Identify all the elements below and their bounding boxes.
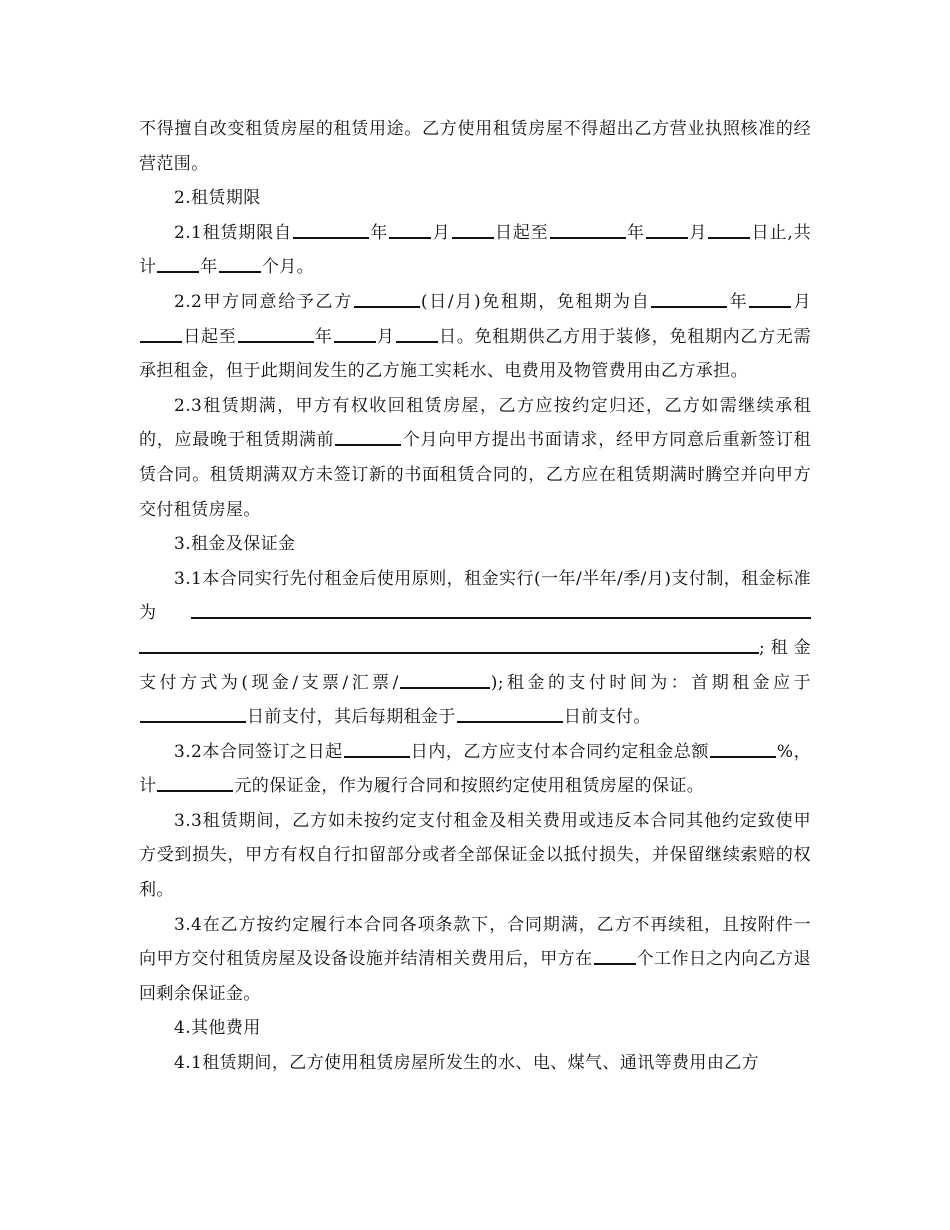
clause-2-3 [139, 389, 811, 527]
blank-field[interactable] [344, 742, 410, 758]
text: %，计 [139, 741, 811, 797]
blank-field-rent-standard-cont[interactable] [139, 638, 759, 654]
clause-2-2 [139, 285, 811, 389]
text: (日/月)免租期，免租期为自 [420, 291, 651, 312]
text: 个月向甲方提出书面请求，经甲方同意后重新签订租赁合同。租赁期满双方未签订新的书面租赁合同的，乙方应在租赁期满时腾空并向甲方交付租赁房屋。 [139, 430, 812, 520]
text: 日前支付，其后每期租金于 [247, 707, 456, 728]
blank-field[interactable] [354, 292, 420, 308]
blank-field[interactable] [157, 257, 199, 273]
text: 年 [626, 222, 645, 243]
text: 2.3租赁期满，甲方有权收回租赁房屋，乙方应按约定归还，乙方如需继续承租的，应最晚于租赁期满前 [139, 395, 811, 451]
heading-text: 3.租金及保证金 [174, 534, 296, 555]
section-heading-lease-term [139, 181, 811, 216]
text: 月 [792, 291, 812, 312]
text: 日前支付。 [563, 707, 651, 728]
clause-3-1 [139, 562, 811, 735]
blank-field[interactable] [157, 776, 233, 792]
blank-field[interactable] [238, 327, 314, 343]
text: );租金的支付时间为：首期租金应于 [490, 672, 811, 693]
blank-field[interactable] [389, 223, 431, 239]
text: 2.2甲方同意给予乙方 [174, 291, 353, 312]
document-page [139, 112, 811, 1081]
text: 3.1本合同实行先付租金后使用原则，租金实行(一年/半年/季/月)支付制，租金标准为 [139, 568, 811, 624]
blank-field[interactable] [293, 223, 369, 239]
blank-field[interactable] [452, 223, 494, 239]
text: 不得擅自改变租赁房屋的租赁用途。乙方使用租赁房屋不得超出乙方营业执照核准的经营范围。 [139, 119, 811, 174]
blank-field[interactable] [710, 742, 776, 758]
text: 年 [369, 222, 389, 243]
blank-field[interactable] [457, 707, 563, 723]
text: 月 [376, 326, 395, 347]
text: 日。免租期供乙方用于装修，免租期内乙方无需承担租金，但于此期间发生的乙方施工实耗水、电费用及物管费用由乙方承担。 [139, 326, 811, 382]
text: 4.1租赁期间，乙方使用租赁房屋所发生的水、电、煤气、通讯等费用由乙方 [174, 1053, 760, 1074]
blank-field[interactable] [749, 292, 791, 308]
clause-3-4 [139, 908, 811, 1012]
blank-field[interactable] [594, 949, 636, 965]
blank-field[interactable] [646, 223, 688, 239]
text: 个工作日之内向乙方退回剩余保证金。 [139, 949, 812, 1004]
text: 3.4在乙方按约定履行本合同各项条款下，合同期满，乙方不再续租，且按附件一向甲方交付租赁房屋及设备设施并结清相关费用后，甲方在 [139, 914, 811, 970]
text: ;租金支付方式为(现金/支票/汇票/ [139, 637, 811, 693]
text: 3.2本合同签订之日起 [174, 741, 343, 762]
section-heading-rent-deposit [139, 527, 811, 562]
text: 月 [432, 222, 451, 243]
blank-field[interactable] [335, 430, 401, 446]
blank-field-rent-standard[interactable] [191, 603, 811, 619]
clause-4-1 [139, 1046, 811, 1081]
text: 日起至 [494, 222, 549, 243]
text: 日止,共计 [139, 222, 812, 278]
text: 日起至 [183, 326, 237, 347]
text: 年 [728, 291, 749, 312]
blank-field[interactable] [219, 257, 261, 273]
text: 月 [688, 222, 708, 243]
blank-field[interactable] [550, 223, 626, 239]
text: 日内，乙方应支付本合同约定租金总额 [410, 741, 709, 762]
text: 3.3租赁期间，乙方如未按约定支付租金及相关费用或违反本合同其他约定致使甲方受到损失，甲方有权自行扣留部分或者全部保证金以抵付损失，并保留继续索赔的权利。 [139, 810, 811, 901]
clause-2-1 [139, 216, 811, 285]
text: 2.1租赁期限自 [174, 222, 292, 243]
heading-text: 4.其他费用 [174, 1018, 261, 1039]
heading-text: 2.租赁期限 [174, 188, 261, 209]
paragraph-usage-scope [139, 112, 811, 181]
blank-field[interactable] [334, 327, 376, 343]
clause-3-2 [139, 735, 811, 804]
blank-field[interactable] [396, 327, 438, 343]
text: 年 [314, 326, 333, 347]
blank-field[interactable] [140, 707, 246, 723]
blank-field[interactable] [140, 327, 182, 343]
section-heading-other-fees [139, 1011, 811, 1046]
blank-field[interactable] [400, 673, 490, 689]
clause-3-3 [139, 804, 811, 908]
text: 个月。 [261, 257, 315, 278]
text: 年 [200, 257, 218, 278]
text: 元的保证金，作为履行合同和按照约定使用租赁房屋的保证。 [234, 776, 705, 797]
blank-field[interactable] [651, 292, 727, 308]
blank-field[interactable] [708, 223, 750, 239]
